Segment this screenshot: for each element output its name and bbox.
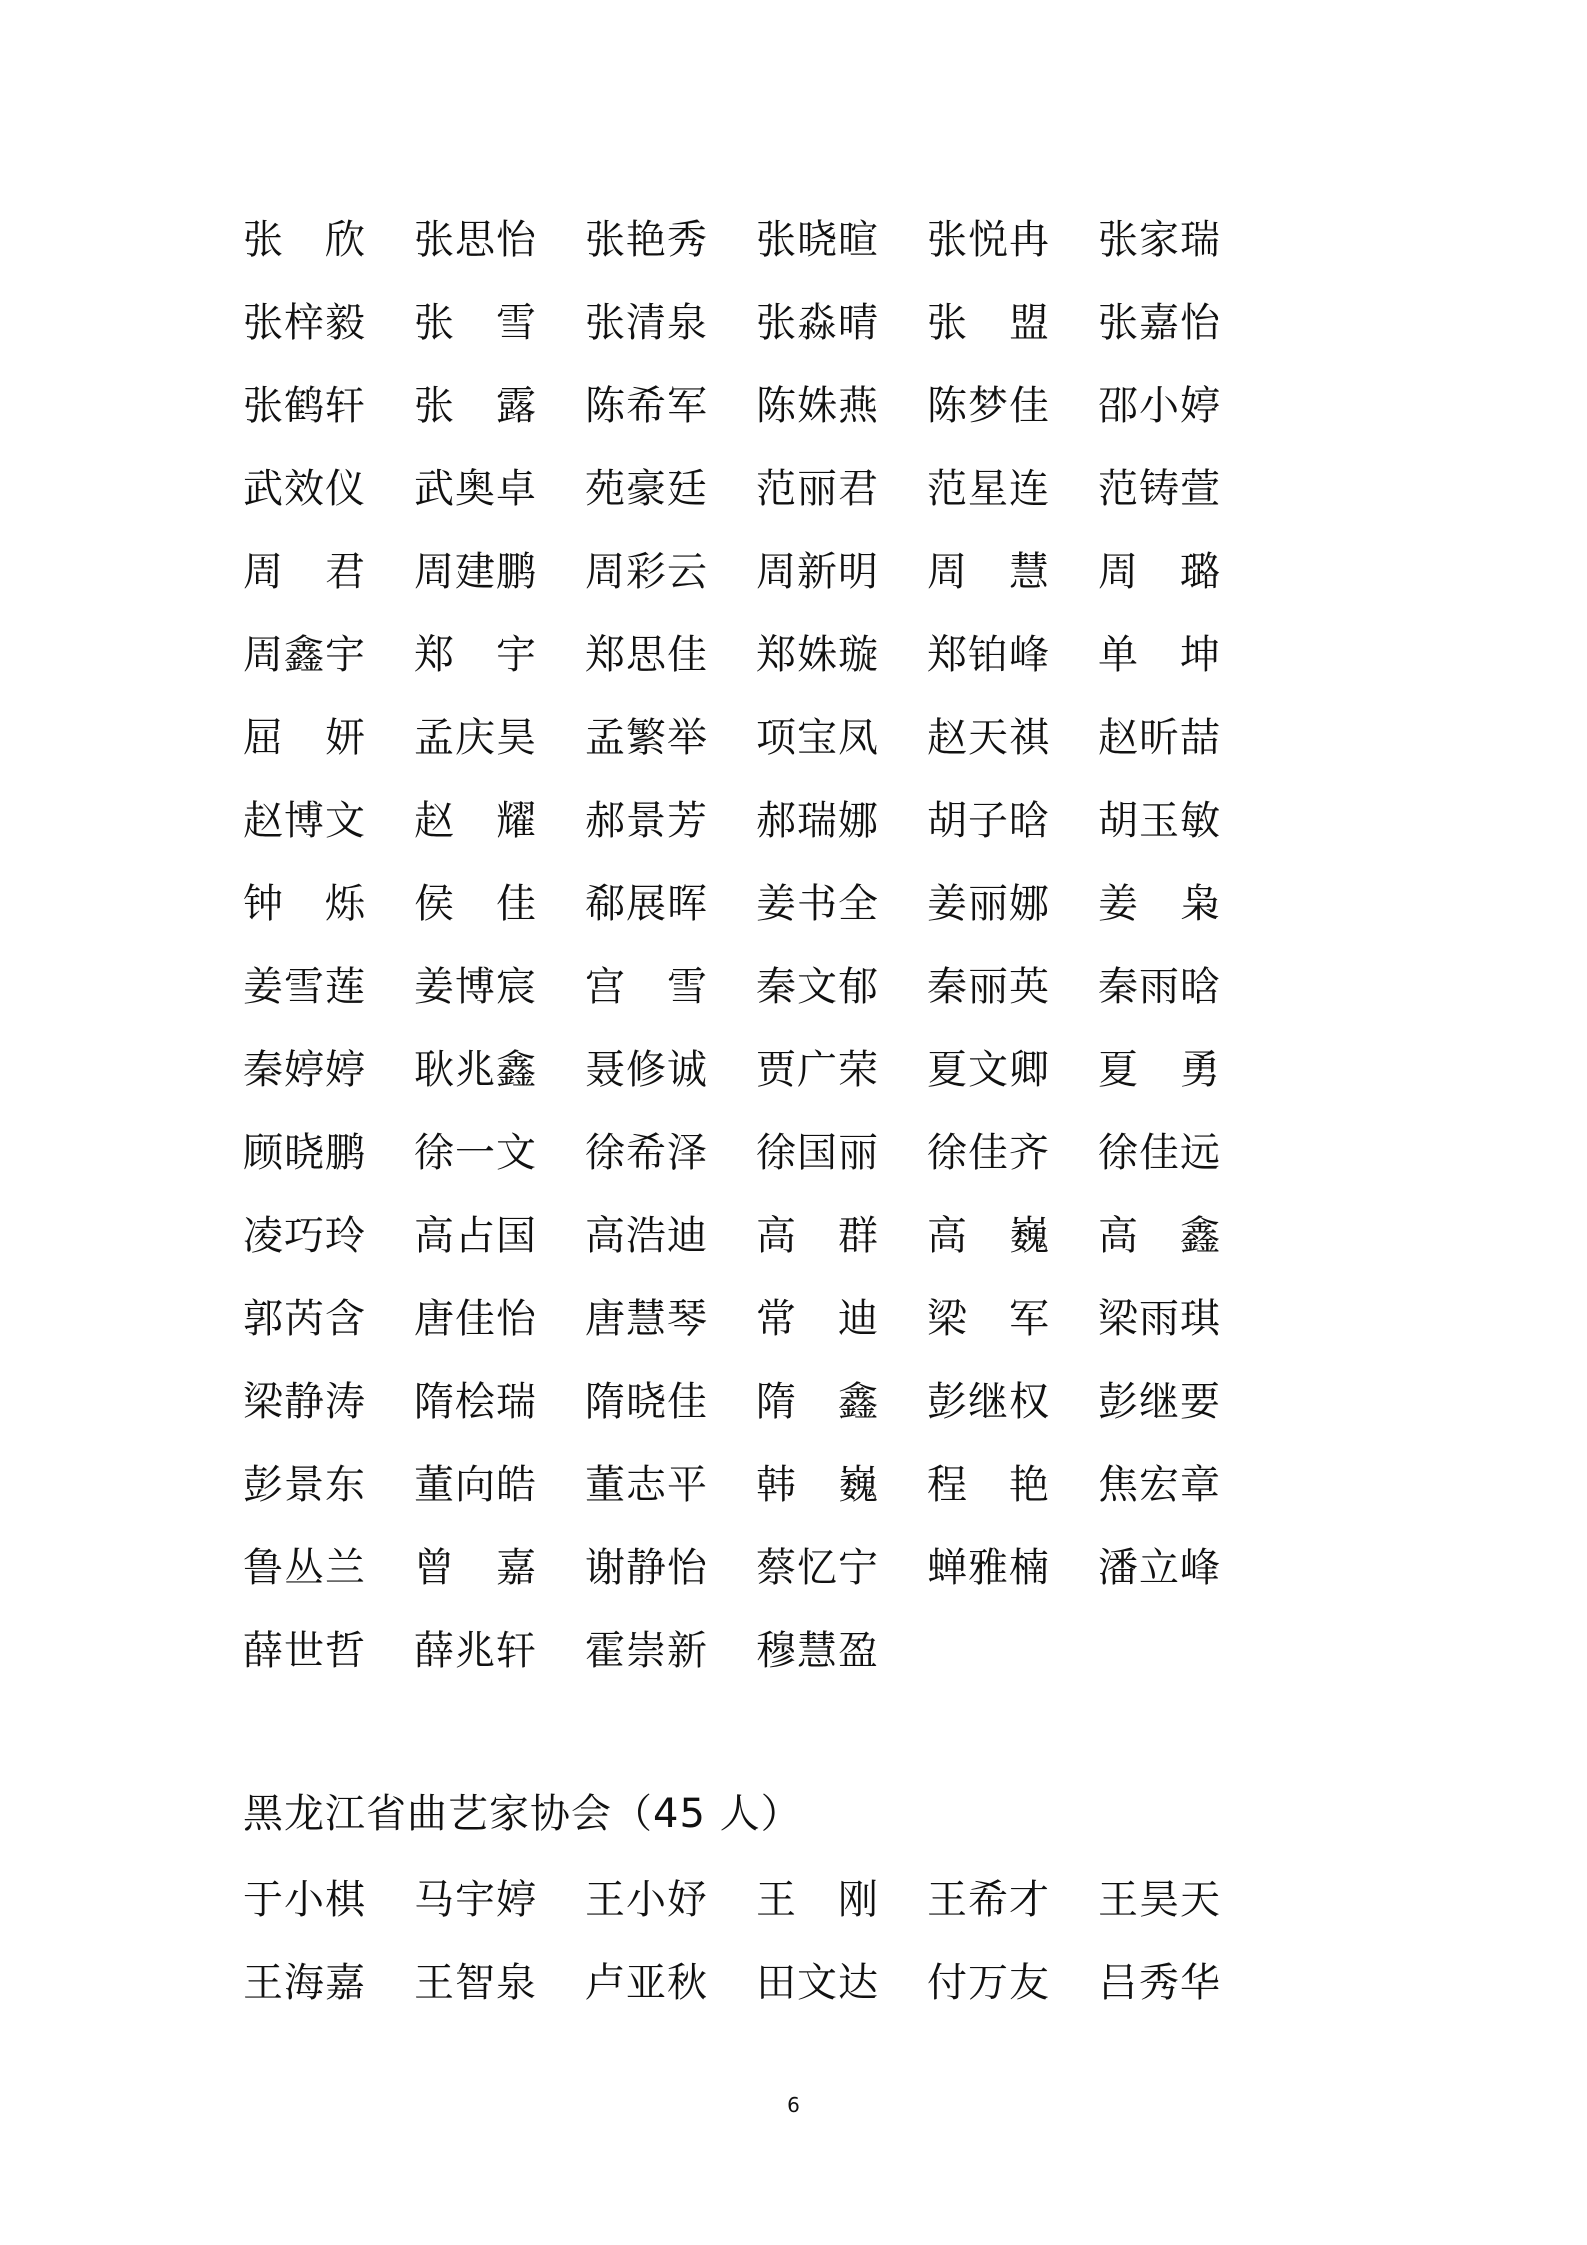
name-row [243,1443,1343,1526]
member-name: 隋 晓 佳 [585,1378,707,1425]
member-name: 潘 立 峰 [1098,1544,1220,1591]
member-name: 郑 铂 峰 [927,631,1049,678]
member-name: 张 思 怡 [414,216,536,263]
member-name: 郝 瑞 娜 [756,797,878,844]
member-name: 贾 广 荣 [756,1046,878,1093]
member-name: 王 智 泉 [414,1959,536,2006]
member-name: 秦 丽 英 [927,963,1049,1010]
member-name: 赵 昕 喆 [1098,714,1220,761]
member-name: 侯 佳 [414,880,536,927]
member-name: 郑 思 佳 [585,631,707,678]
member-name: 高 群 [756,1212,878,1259]
member-name: 钟 烁 [243,880,365,927]
member-name: 单 坤 [1098,631,1220,678]
name-row [243,613,1343,696]
member-name: 韩 巍 [756,1461,878,1508]
member-name: 顾 晓 鹏 [243,1129,365,1176]
name-row [243,1526,1343,1609]
member-name: 穆 慧 盈 [756,1627,878,1674]
member-name: 董 向 皓 [414,1461,536,1508]
member-name: 王 海 嘉 [243,1959,365,2006]
member-name: 彭 继 要 [1098,1378,1220,1425]
member-name: 梁 静 涛 [243,1378,365,1425]
member-name: 胡 玉 敏 [1098,797,1220,844]
member-name: 秦 婷 婷 [243,1046,365,1093]
member-name: 张 淼 晴 [756,299,878,346]
member-name: 蝉 雅 楠 [927,1544,1049,1591]
member-name: 邵 小 婷 [1098,382,1220,429]
member-name: 薛 世 哲 [243,1627,365,1674]
member-name: 郑 姝 璇 [756,631,878,678]
member-name: 隋 鑫 [756,1378,878,1425]
member-name: 马 宇 婷 [414,1876,536,1923]
member-name: 薛 兆 轩 [414,1627,536,1674]
member-name: 常 迪 [756,1295,878,1342]
member-name: 徐 国 丽 [756,1129,878,1176]
member-name: 张 艳 秀 [585,216,707,263]
member-name: 周 鑫 宇 [243,631,365,678]
member-name: 宫 雪 [585,963,707,1010]
member-name: 张 家 瑞 [1098,216,1220,263]
member-name: 张 盟 [927,299,1049,346]
member-name: 聂 修 诚 [585,1046,707,1093]
name-row [243,447,1343,530]
member-name: 秦 雨 晗 [1098,963,1220,1010]
member-name: 霍 崇 新 [585,1627,707,1674]
member-name: 陈 姝 燕 [756,382,878,429]
member-name: 张 悦 冉 [927,216,1049,263]
member-name: 高 巍 [927,1212,1049,1259]
member-name: 周 君 [243,548,365,595]
name-row [243,696,1343,779]
member-name: 姜 博 宸 [414,963,536,1010]
member-name: 王 希 才 [927,1876,1049,1923]
member-name: 夏 勇 [1098,1046,1220,1093]
member-name: 唐 慧 琴 [585,1295,707,1342]
member-name: 姜 丽 娜 [927,880,1049,927]
name-row [243,862,1343,945]
member-name: 高 占 国 [414,1212,536,1259]
member-name: 徐 一 文 [414,1129,536,1176]
member-name: 梁 军 [927,1295,1049,1342]
member-name: 唐 佳 怡 [414,1295,536,1342]
member-name: 付 万 友 [927,1959,1049,2006]
member-name: 范 铸 萱 [1098,465,1220,512]
member-name: 张 嘉 怡 [1098,299,1220,346]
member-name: 周 新 明 [756,548,878,595]
member-name: 周 慧 [927,548,1049,595]
name-row [243,1111,1343,1194]
member-name: 彭 继 权 [927,1378,1049,1425]
name-row [243,1277,1343,1360]
member-name: 徐 佳 远 [1098,1129,1220,1176]
member-name: 姜 枭 [1098,880,1220,927]
member-name: 赵 天 祺 [927,714,1049,761]
member-name: 焦 宏 章 [1098,1461,1220,1508]
name-row [243,945,1343,1028]
member-name: 张 露 [414,382,536,429]
member-name: 鲁 丛 兰 [243,1544,365,1591]
name-row [243,198,1343,281]
member-name: 武 效 仪 [243,465,365,512]
name-row [243,1858,1343,1941]
name-row [243,1941,1343,2024]
name-row [243,779,1343,862]
member-name: 高 鑫 [1098,1212,1220,1259]
member-name: 胡 子 晗 [927,797,1049,844]
member-name: 王 小 妤 [585,1876,707,1923]
member-name: 耿 兆 鑫 [414,1046,536,1093]
member-name: 张 晓 暄 [756,216,878,263]
member-name: 孟 繁 举 [585,714,707,761]
member-name: 卢 亚 秋 [585,1959,707,2006]
member-name: 范 星 连 [927,465,1049,512]
member-name: 郗 展 晖 [585,880,707,927]
name-row [243,530,1343,613]
page-number: 6 [787,2093,800,2117]
name-row [243,1194,1343,1277]
member-name: 范 丽 君 [756,465,878,512]
member-name: 郑 宇 [414,631,536,678]
member-name: 高 浩 迪 [585,1212,707,1259]
member-name: 彭 景 东 [243,1461,365,1508]
member-name: 谢 静 怡 [585,1544,707,1591]
member-name: 张 清 泉 [585,299,707,346]
member-name: 徐 佳 齐 [927,1129,1049,1176]
member-name: 王 刚 [756,1876,878,1923]
member-name: 孟 庆 昊 [414,714,536,761]
member-name: 秦 文 郁 [756,963,878,1010]
member-name: 梁 雨 琪 [1098,1295,1220,1342]
name-row [243,1609,1343,1692]
member-name: 凌 巧 玲 [243,1212,365,1259]
member-name: 田 文 达 [756,1959,878,2006]
member-name: 苑 豪 廷 [585,465,707,512]
member-name: 张 鹤 轩 [243,382,365,429]
name-row [243,1360,1343,1443]
member-name-list-2 [243,1858,1343,2024]
member-name: 周 建 鹏 [414,548,536,595]
member-name: 陈 梦 佳 [927,382,1049,429]
section-heading: 黑龙江省曲艺家协会（45 人） [243,1791,802,1837]
name-row [243,364,1343,447]
member-name: 周 璐 [1098,548,1220,595]
member-name: 程 艳 [927,1461,1049,1508]
member-name: 项 宝 凤 [756,714,878,761]
member-name: 屈 妍 [243,714,365,761]
member-name: 姜 书 全 [756,880,878,927]
member-name: 董 志 平 [585,1461,707,1508]
name-row [243,281,1343,364]
member-name: 曾 嘉 [414,1544,536,1591]
member-name: 周 彩 云 [585,548,707,595]
member-name: 王 昊 天 [1098,1876,1220,1923]
member-name: 郭 芮 含 [243,1295,365,1342]
member-name: 张 雪 [414,299,536,346]
member-name: 蔡 忆 宁 [756,1544,878,1591]
member-name: 于 小 棋 [243,1876,365,1923]
member-name: 武 奥 卓 [414,465,536,512]
name-row [243,1028,1343,1111]
member-name: 赵 耀 [414,797,536,844]
member-name: 吕 秀 华 [1098,1959,1220,2006]
member-name: 隋 桧 瑞 [414,1378,536,1425]
member-name: 赵 博 文 [243,797,365,844]
member-name: 陈 希 军 [585,382,707,429]
member-name-list [243,198,1343,1692]
member-name: 姜 雪 莲 [243,963,365,1010]
member-name: 张 梓 毅 [243,299,365,346]
member-name: 夏 文 卿 [927,1046,1049,1093]
member-name: 张 欣 [243,216,365,263]
member-name: 郝 景 芳 [585,797,707,844]
member-name: 徐 希 泽 [585,1129,707,1176]
